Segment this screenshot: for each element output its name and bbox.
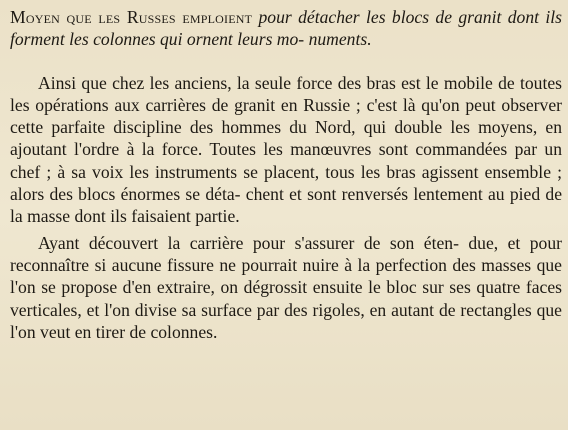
paragraph-2-line: Ayant découvert la carrière pour s'assurer de son éten- <box>38 232 459 253</box>
paragraph-2-line: verticales, et l'on divise sa surface par des rigoles, en autant <box>10 299 435 320</box>
paragraph-2-line: extraire, on dégrossit ensuite le bloc sur ses quatre faces <box>156 277 562 298</box>
section-heading <box>10 6 562 51</box>
paragraph-1-line: Russie ; c'est là qu'on peut observer cette parfaite discipline <box>10 94 562 138</box>
paragraph-1-line: chent et sont renversés lentement au pied de la masse dont <box>10 184 562 227</box>
paragraph-1-line: ils faisaient partie. <box>110 206 240 227</box>
heading-italic-part-3: numents. <box>308 29 372 50</box>
heading-italic-part-2: granit dont ils forment les colonnes qui ornent leurs mo- <box>10 7 562 50</box>
paragraph-1-line: Ainsi que chez les anciens, la seule force des bras est le <box>38 72 439 93</box>
paragraph-1-line: par un chef ; à sa voix les instruments se placent, tous les <box>10 139 563 182</box>
paragraph-2-line: due, et pour reconnaître si aucune fissure ne pourrait <box>10 232 562 275</box>
paragraph-1 <box>10 72 562 228</box>
heading-italic-part-1: pour détacher les blocs de <box>258 7 452 27</box>
paragraph-2-line: de rectangles que l'on veut en tirer de colonnes. <box>10 299 562 342</box>
paragraph-1-line: l'ordre à la force. Toutes les manœuvres sont commandées <box>74 139 508 160</box>
heading-small-caps: Moyen que les Russes emploient <box>10 7 253 27</box>
paragraph-1-line: bras agissent ensemble ; alors des blocs énormes se déta- <box>10 161 562 205</box>
page-body <box>10 72 562 344</box>
paragraph-2 <box>10 232 562 343</box>
paragraph-2-line: nuire à la perfection des masses que l'on se propose d'en <box>10 254 562 298</box>
paragraph-1-line: des hommes du Nord, qui double les moyens, en ajoutant <box>10 117 562 160</box>
paragraph-1-line: mobile de toutes les opérations aux carrières de granit en <box>10 72 562 115</box>
